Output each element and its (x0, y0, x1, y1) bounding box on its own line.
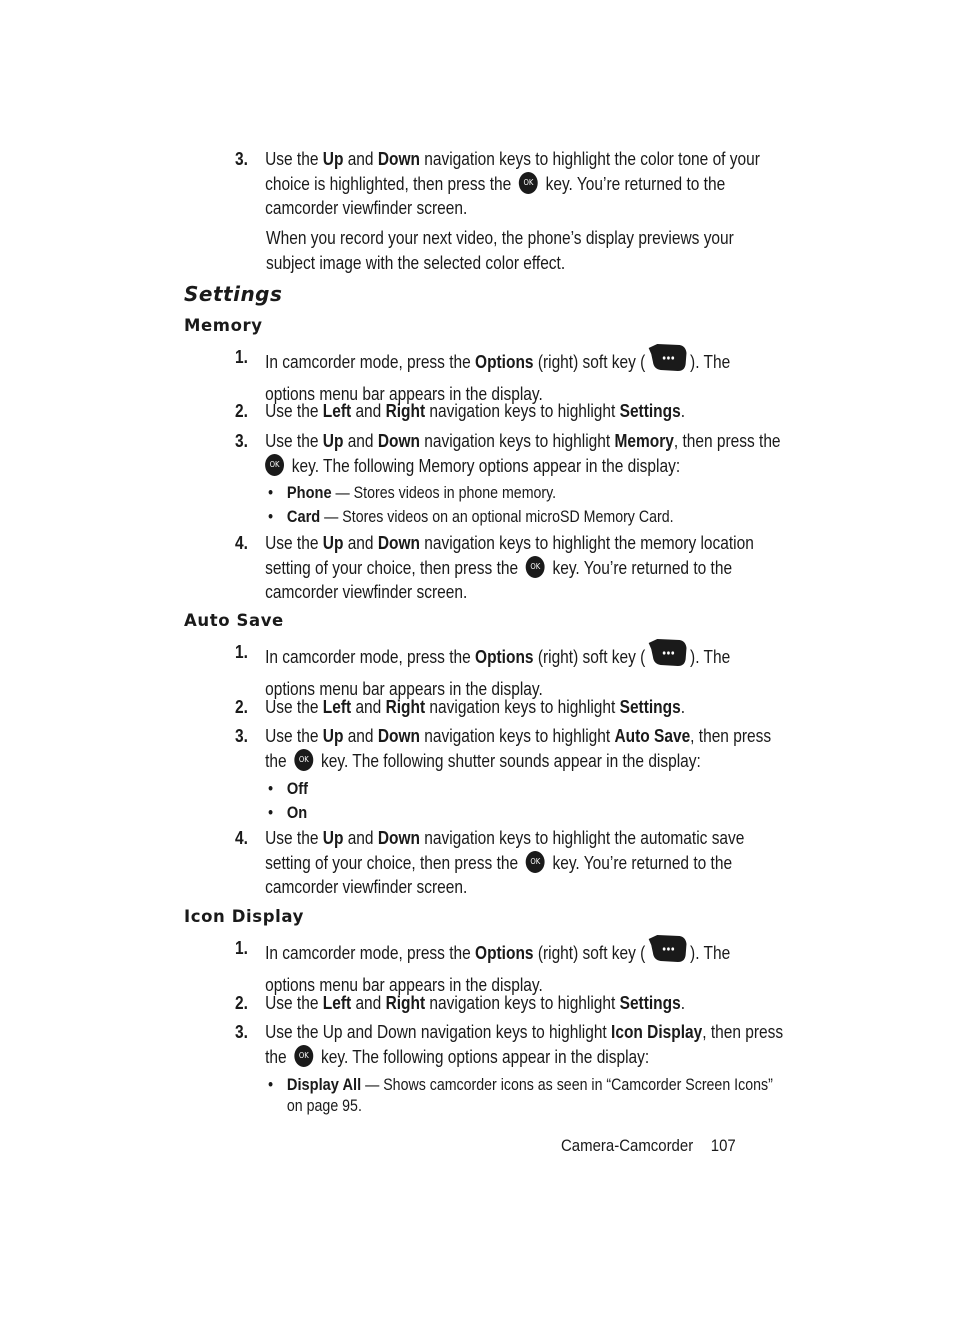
right-soft-key-icon (647, 933, 688, 970)
ok-key-icon: OK (526, 556, 545, 578)
page-footer (561, 1136, 736, 1156)
ok-key-icon: OK (526, 851, 545, 873)
step-number: 3. (235, 149, 248, 169)
ok-key-icon: OK (519, 172, 538, 194)
memory-heading: Memory (184, 316, 263, 335)
right-soft-key-icon (647, 342, 688, 379)
settings-heading: Settings (184, 282, 283, 306)
manual-page: 3. Use the Up and Down navigation keys to highlight the color tone of your choice is highlighted, then press the OK key. You’re returned to the camcorder viewfinder screen. When you record your next video, the phone’s display previews your subject image with the selected color effect. Settings Memory 1. In camcorder mode, press the Options (right) soft key ( ). The options menu bar appears in the display. 2. Use the Left and Right navigation keys to highlight Settings. 3. Use the Up and Down navigation keys to highlight Memory, then press the OK key. The following Memory options appear in the display: • Phone — Stores videos in phone memory. • Card — Stores videos on an optional microSD Memory Card. 4. Use the Up and Down navigation keys to highlight the memory location setting of your choice, then press the OK key. You’re returned to the camcorder viewfinder screen. Auto Save 1. In camcorder mode, press the Options (right) soft key ( ). The options menu bar appears in the display. 2. Use the Left and Right navigation keys to highlight Settings. 3. Use the Up and Down navigation keys to highlight Auto Save, then press the OK key. The following shutter sounds appear in the display: • Off • On 4. Use the Up and Down navigation keys to highlight the automatic save setting of your choice, then press the OK key. You’re returned to the camcorder viewfinder screen. Icon Display 1. In camcorder mode, press the Options (right) soft key ( ). The options menu bar appears in the display. 2. Use the Left and Right navigation keys to highlight Settings. 3. Use the Up and Down navigation keys to highlight Icon Display, then press the OK key. The following options appear in the display: • Display All — Shows camcorder icons as seen in “Camcorder Screen Icons” on page 95. Camera-Camcorder 107 (0, 0, 954, 1319)
ok-key-icon: OK (265, 454, 284, 476)
ok-key-icon: OK (294, 1045, 313, 1067)
page-number: 107 (710, 1136, 736, 1155)
auto-save-heading: Auto Save (184, 611, 284, 630)
icon-display-heading: Icon Display (184, 907, 304, 926)
ok-key-icon: OK (294, 749, 313, 771)
step-text: Use the Up and Down navigation keys to highlight the color tone of your choice is highlighted, then press the OK key. You’re returned to the camcorder viewfinder screen. (265, 149, 760, 218)
intro-note: When you record your next video, the phone’s display previews your subject image with the selected color effect. (266, 228, 734, 273)
right-soft-key-icon (647, 637, 688, 674)
footer-section: Camera-Camcorder (561, 1136, 694, 1155)
